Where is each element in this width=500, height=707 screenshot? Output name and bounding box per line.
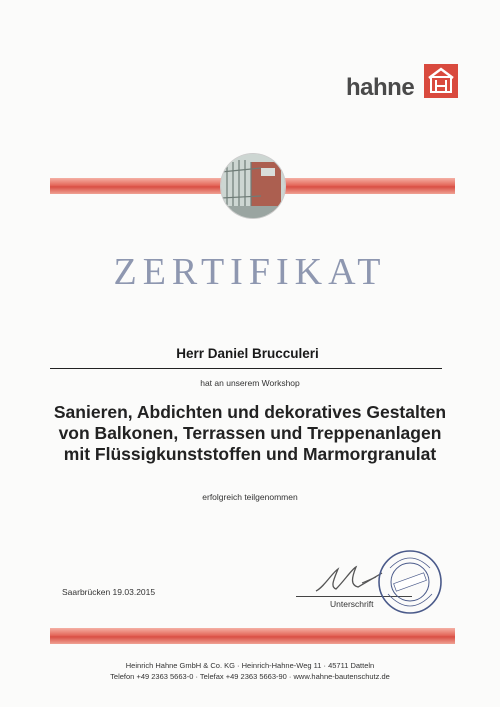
- completion-text: erfolgreich teilgenommen: [202, 492, 298, 502]
- brand-logo-icon: [424, 64, 458, 98]
- signature-label: Unterschrift: [330, 599, 374, 609]
- balcony-photo: [221, 154, 285, 218]
- course-line-1: Sanieren, Abdichten und dekoratives Gestalten: [53, 402, 447, 422]
- name-underline: [50, 368, 442, 369]
- certificate-title: ZERTIFIKAT: [113, 251, 387, 293]
- round-stamp: [376, 548, 444, 621]
- course-title: [0, 402, 500, 465]
- course-line-2: von Balkonen, Terrassen und Treppenanlagen: [58, 423, 442, 443]
- course-line-3: mit Flüssigkunststoffen und Marmorgranulat: [63, 444, 437, 464]
- workshop-intro: hat an unserem Workshop: [200, 378, 300, 388]
- place-date: Saarbrücken 19.03.2015: [62, 587, 156, 597]
- brand-logo-text: hahne: [346, 74, 415, 101]
- footer-address: Heinrich Hahne GmbH & Co. KG · Heinrich-Hahne-Weg 11 · 45711 Datteln: [125, 661, 375, 670]
- footer-contact: Telefon +49 2363 5663-0 · Telefax +49 2363 5663-90 · www.hahne-bautenschutz.de: [110, 672, 390, 681]
- recipient-name: Herr Daniel Brucculeri: [176, 346, 319, 361]
- bottom-decorative-band: [50, 628, 455, 644]
